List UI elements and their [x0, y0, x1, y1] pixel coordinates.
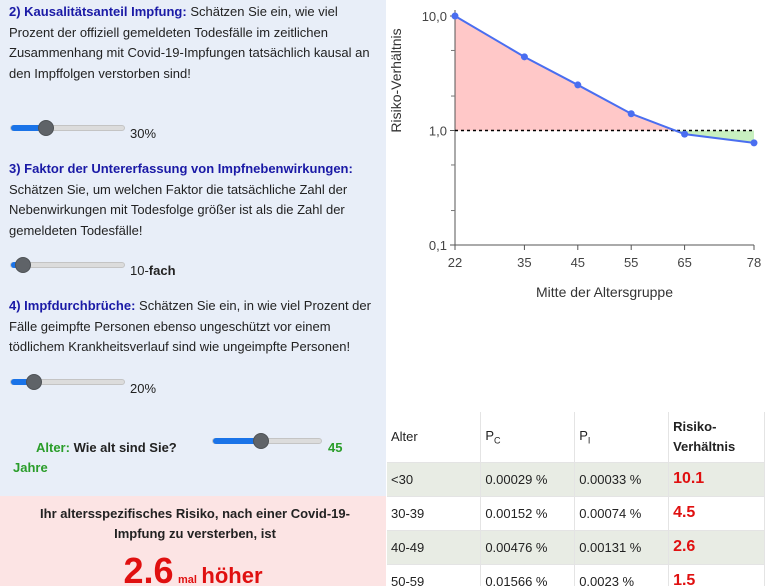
- y-tick-label: 0,1: [428, 238, 447, 253]
- data-point: [628, 110, 635, 117]
- questions-panel: [0, 0, 386, 410]
- cell-age: <30: [387, 462, 481, 496]
- cell-ratio: 10.1: [669, 462, 765, 496]
- y-tick-label: 1,0: [428, 123, 447, 139]
- result-value: [0, 550, 386, 586]
- cell-pc: 0.00029 %: [481, 462, 575, 496]
- data-point: [574, 81, 581, 88]
- cell-age: 30-39: [387, 496, 481, 530]
- cell-ratio: 4.5: [669, 496, 765, 530]
- table-row: [387, 530, 765, 564]
- area-above-reference: [455, 16, 675, 131]
- question-2-title: 2) Kausalitätsanteil Impfung:: [9, 4, 187, 19]
- x-tick-label: 55: [623, 255, 639, 270]
- question-3-title: 3) Faktor der Untererfassung von Impfnebenwirkungen:: [9, 161, 353, 176]
- risk-chart-panel: [386, 0, 780, 310]
- age-panel: [0, 410, 386, 496]
- x-tick-label: 78: [746, 255, 762, 270]
- x-tick-label: 35: [517, 255, 532, 270]
- result-direction: höher: [201, 563, 263, 586]
- data-point: [521, 53, 528, 60]
- cell-pi: 0.00131 %: [575, 530, 669, 564]
- header-pc-text: P: [485, 427, 494, 443]
- x-axis-label: Mitte der Altersgruppe: [536, 284, 673, 300]
- cell-pi: 0.00074 %: [575, 496, 669, 530]
- result-mal: mal: [177, 574, 197, 586]
- cell-ratio: 1.5: [669, 564, 765, 586]
- age-label: [36, 440, 177, 455]
- slider-kausalitaet[interactable]: [10, 125, 125, 131]
- table-row: [387, 462, 765, 496]
- cell-pc: 0.00152 %: [481, 496, 575, 530]
- header-risiko-text: Risiko-Verhältnis: [673, 418, 736, 454]
- table-row: [387, 564, 765, 586]
- risk-table: [387, 412, 765, 586]
- data-point: [751, 139, 758, 146]
- cell-age: 50-59: [387, 564, 481, 586]
- slider-thumb[interactable]: [26, 374, 42, 390]
- header-alter: [387, 412, 481, 462]
- header-pc: [481, 412, 575, 462]
- age-slider[interactable]: [212, 438, 322, 444]
- cell-pc: 0.00476 %: [481, 530, 575, 564]
- cell-pc: 0.01566 %: [481, 564, 575, 586]
- question-3: [9, 159, 381, 241]
- header-pi-text: P: [579, 427, 588, 443]
- cell-ratio: 2.6: [669, 530, 765, 564]
- slider-impfdurchbrueche-value: 20%: [130, 381, 157, 396]
- data-point: [452, 13, 459, 20]
- question-4: [9, 296, 381, 358]
- question-2-text: Schätzen Sie ein, wie viel Prozent der offiziell gemeldeten Todesfälle im zeitlichen Zusammenhang mit Covid-19-Impfungen tatsächlich kausal an den Impffolgen verstorben sind!: [9, 4, 370, 81]
- result-number: 2.6: [123, 550, 174, 586]
- x-tick-label: 45: [570, 255, 586, 270]
- cell-age: 40-49: [387, 530, 481, 564]
- x-tick-label: 65: [677, 255, 692, 270]
- y-tick-label: 10,0: [421, 9, 447, 24]
- age-slider-thumb[interactable]: [253, 433, 269, 449]
- factor-number: 10-: [130, 263, 149, 278]
- risk-chart: [386, 0, 780, 310]
- header-pi: [575, 412, 669, 462]
- result-panel: [0, 496, 386, 586]
- header-pc-sub: C: [493, 435, 501, 446]
- age-value: 45: [328, 440, 343, 455]
- slider-thumb[interactable]: [38, 120, 54, 136]
- age-label-green: Alter:: [36, 440, 70, 455]
- slider-untererfassung-value: [130, 263, 176, 278]
- header-pi-sub: I: [587, 435, 591, 446]
- age-unit: Jahre: [13, 460, 48, 475]
- table-row: [387, 496, 765, 530]
- header-alter-text: Alter: [391, 429, 418, 445]
- data-point: [681, 131, 688, 138]
- question-2: [9, 2, 381, 84]
- age-label-question: Wie alt sind Sie?: [69, 440, 177, 455]
- y-axis-label: Risiko-Verhältnis: [388, 28, 404, 133]
- slider-impfdurchbrueche[interactable]: [10, 379, 125, 385]
- slider-untererfassung[interactable]: [10, 262, 125, 268]
- question-3-text: Schätzen Sie, um welchen Faktor die tatsächliche Zahl der Nebenwirkungen mit Todesfolge größer ist als die Zahl der gemeldeten Todesfälle!: [9, 181, 348, 238]
- question-4-text: Schätzen Sie ein, in wie viel Prozent der Fälle geimpfte Personen ebenso ungeschützt vor einem tödlichem Krankheitsverlauf sind wie ungeimpfte Personen!: [9, 298, 371, 354]
- blank-area: [386, 310, 780, 410]
- header-risiko: [669, 412, 765, 462]
- factor-unit: fach: [148, 263, 176, 278]
- table-header-row: [387, 412, 765, 462]
- result-text: Ihr altersspezifisches Risiko, nach einer Covid-19-Impfung zu versterben, ist: [40, 506, 350, 541]
- x-tick-label: 22: [447, 255, 463, 270]
- slider-kausalitaet-value: 30%: [130, 126, 157, 141]
- cell-pi: 0.00033 %: [575, 462, 669, 496]
- slider-thumb[interactable]: [15, 257, 31, 273]
- question-4-title: 4) Impfdurchbrüche:: [9, 298, 136, 313]
- cell-pi: 0.0023 %: [575, 564, 669, 586]
